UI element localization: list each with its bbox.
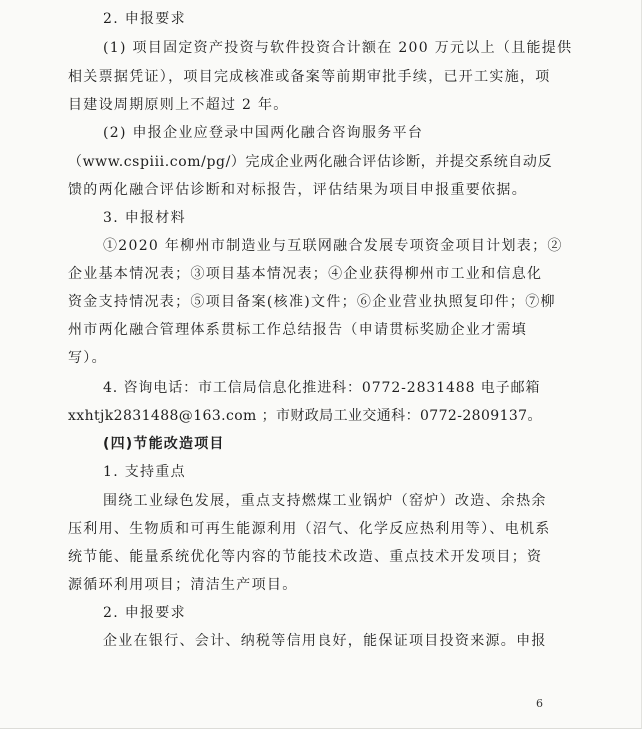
- section-heading-energy-saving: (四)节能改造项目: [103, 436, 225, 452]
- contact-phone-line: 4. 咨询电话：市工信局信息化推进科：0772-2831488 电子邮箱: [103, 380, 541, 396]
- paragraph-line: 压利用、生物质和可再生能源利用（沼气、化学反应热利用等）、电机系: [68, 521, 551, 537]
- paragraph-line: 馈的两化融合评估诊断和对标报告，评估结果为项目申报重要依据。: [68, 182, 527, 198]
- subsection-heading-support-focus: 1. 支持重点: [103, 464, 186, 480]
- paragraph-line: 统节能、能量系统优化等内容的节能技术改造、重点技术开发项目；资: [68, 549, 543, 565]
- paragraph-line: (2) 申报企业应登录中国两化融合咨询服务平台: [103, 125, 424, 141]
- paragraph-line: 写）。: [68, 350, 107, 366]
- paragraph-line: ①2020 年柳州市制造业与互联网融合发展专项资金项目计划表；②: [103, 238, 563, 254]
- page-number: 6: [536, 697, 543, 710]
- paragraph-line: （www.cspiii.com/pg/）完成企业两化融合评估诊断，并提交系统自动反: [68, 154, 553, 170]
- paragraph-line: 企业在银行、会计、纳税等信用良好，能保证项目投资来源。申报: [103, 633, 547, 649]
- section-heading-materials: 3. 申报材料: [103, 210, 186, 226]
- paragraph-line: 围绕工业绿色发展，重点支持燃煤工业锅炉（窑炉）改造、余热余: [103, 493, 547, 509]
- paragraph-line: 源循环利用项目；清洁生产项目。: [68, 577, 298, 593]
- section-heading-requirements: 2. 申报要求: [103, 11, 186, 27]
- paragraph-line: 州市两化融合管理体系贯标工作总结报告（申请贯标奖励企业才需填: [68, 322, 527, 338]
- paragraph-line: 企业基本情况表；③项目基本情况表；④企业获得柳州市工业和信息化: [68, 266, 543, 282]
- paragraph-line: (1) 项目固定资产投资与软件投资合计额在 200 万元以上（且能提供: [103, 40, 573, 56]
- paragraph-line: 相关票据凭证），项目完成核准或备案等前期审批手续，已开工实施，项: [68, 69, 551, 85]
- subsection-heading-requirements: 2. 申报要求: [103, 605, 186, 621]
- paragraph-line: 目建设周期原则上不超过 2 年。: [68, 97, 289, 113]
- paragraph-line: 资金支持情况表；⑤项目备案(核准)文件；⑥企业营业执照复印件；⑦柳: [68, 294, 556, 310]
- contact-email-line: xxhtjk2831488@163.com ；市财政局工业交通科：0772-2809137。: [68, 408, 542, 424]
